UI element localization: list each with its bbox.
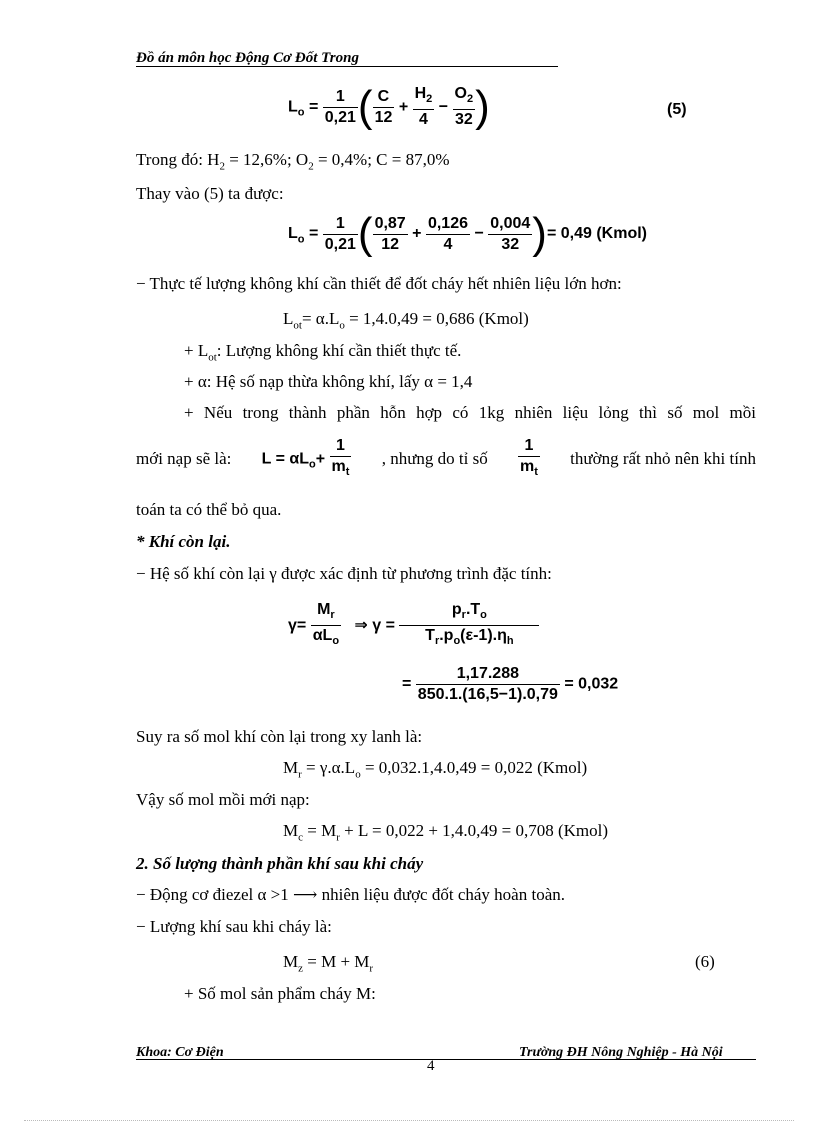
exhaust-amount-line: − Lượng khí sau khi cháy là: [136, 917, 332, 936]
equation-5-tag: (5) [667, 101, 687, 118]
gamma-value: = $\frac{1,17.288}{850.1.(16,5-1).0,79}$ = 0,032 [402, 665, 619, 703]
lot-description: + $L_{ot}$: Lượng không khí cần thiết thực tế. [184, 341, 462, 364]
fuel-mixture-line: + Nếu trong thành phần hỗn hợp có 1kg nhiên liệu lỏng thì số mol mồi [184, 403, 756, 422]
negligible-line: toán ta có thể bỏ qua. [136, 500, 282, 519]
footer-divider [136, 1059, 756, 1060]
residual-gas-heading: * Khí còn lại. [136, 532, 231, 551]
diesel-line: − Động cơ điezel α >1 ⟶ nhiên liệu được đốt cháy hoàn toàn. [136, 885, 565, 904]
footer-faculty: Khoa: Cơ Điện [136, 1045, 224, 1060]
derive-line: Suy ra số mol khí còn lại trong xy lanh là: [136, 727, 423, 746]
substitute-line: Thay vào (5) ta được: [136, 184, 284, 203]
gamma-equation: γ= $\frac{M_r}{\alpha L_o}$ ⇒ γ = $\frac{p_r.T_o}{T_r.p_o(\varepsilon-1).\eta_h}$ [288, 600, 539, 651]
page-number: 4 [427, 1058, 435, 1074]
page-bottom-border [24, 1120, 794, 1121]
page-header: Đồ án môn học Động Cơ Đốt Trong [136, 50, 558, 67]
residual-coefficient-line: − Hệ số khí còn lại γ được xác định từ phương trình đặc tính: [136, 564, 552, 583]
fresh-charge-line: mới nạp sẽ là: $L = \alpha L_o+$ $\frac{1}{m_t}$ , nhưng do tỉ số $\frac{1}{m_t}$ thường rất nhỏ nên khi tính [136, 437, 756, 479]
mc-equation: $M_c = M_r + L = 0,022 + 1,4.0,49 = 0,708$ (Kmol) [283, 821, 609, 844]
equation-lo-value: $L_o$ = $\frac{1}{0,21}$ ( $\frac{0,87}{12}$ + $\frac{0,126}{4}$ − $\frac{0,004}{32}$ )= 0,49 (Kmol) [288, 209, 647, 258]
mr-equation: $M_r = \gamma.\alpha.L_o = 0,032.1,4.0,49 = 0,022$ (Kmol) [283, 758, 588, 781]
equation-6-tag: (6) [695, 952, 715, 971]
actual-air-line: − Thực tế lượng không khí cần thiết để đốt cháy hết nhiên liệu lớn hơn: [136, 274, 622, 293]
mz-equation: $M_z = M + M_r$ [283, 952, 374, 975]
lot-equation: $L_{ot}= \alpha.L_o = 1,4.0,49 = 0,686$ (Kmol) [283, 309, 529, 332]
section-2-heading: 2. Số lượng thành phần khí sau khi cháy [136, 854, 424, 873]
equation-5: $L_o$ = $\frac{1}{0,21}$ ( $\frac{C}{12}$ + $\frac{H_2}{4}$ − $\frac{O_2}{32}$ ) [288, 82, 490, 132]
composition-line: Trong đó: $H_2 = 12,6\%$; $O_2 = 0,4\%$; C = 87,0% [136, 150, 450, 173]
product-mol-line: + Số mol sản phẩm cháy M: [184, 984, 376, 1003]
fresh-mol-line: Vậy số mol mồi mới nạp: [136, 790, 310, 809]
alpha-description: + α: Hệ số nạp thừa không khí, lấy α = 1,4 [184, 372, 473, 391]
footer-university: Trường ĐH Nông Nghiệp - Hà Nội [519, 1045, 723, 1060]
